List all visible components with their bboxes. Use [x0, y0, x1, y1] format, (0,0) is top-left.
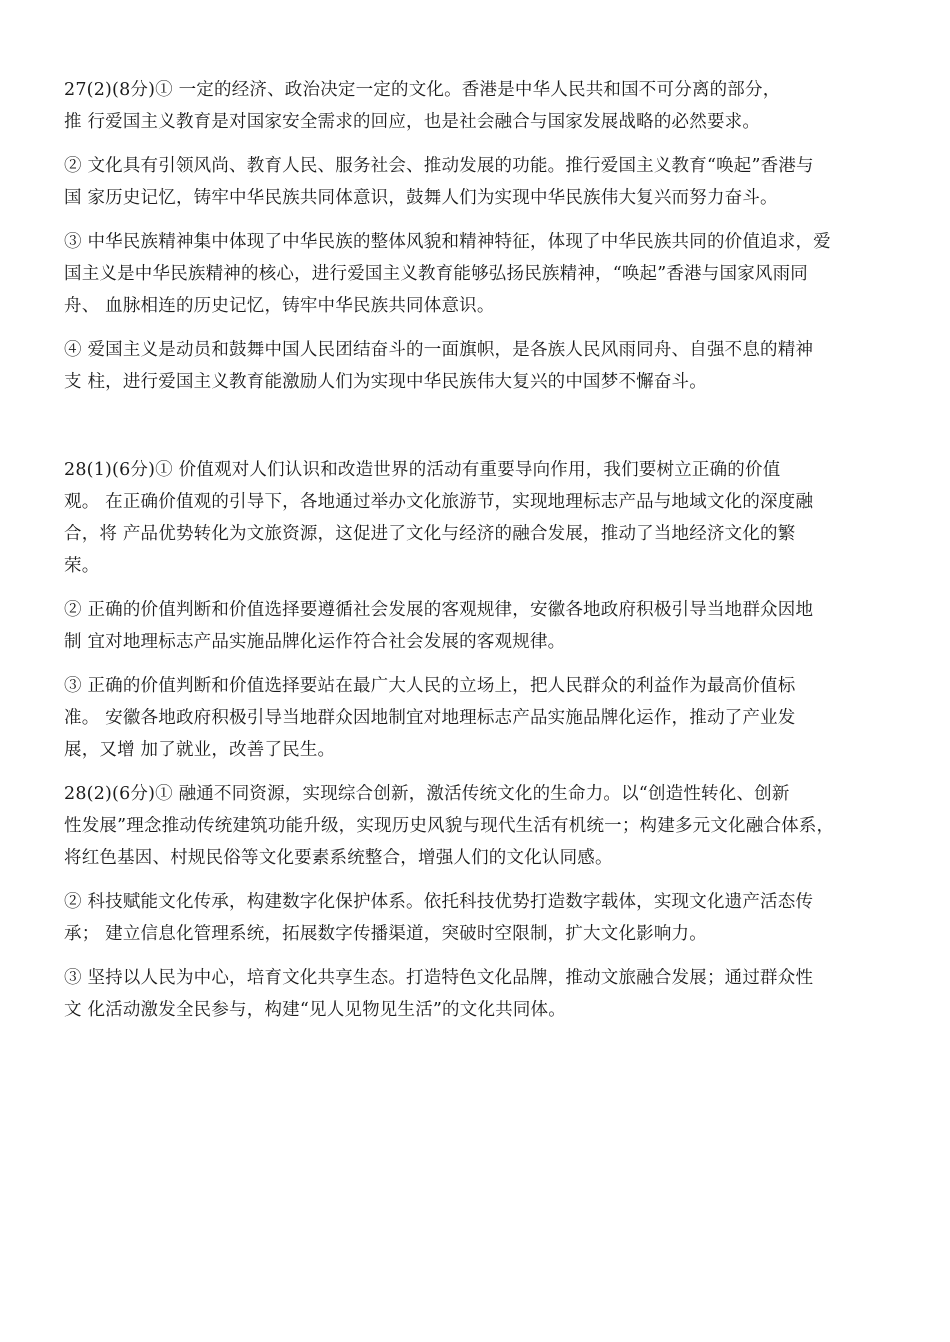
answer-content [64, 74, 894, 1038]
answer-27-2-point-4 [64, 334, 894, 398]
text-line: 27(2)(8分)① 一定的经济、政治决定一定的文化。香港是中华人民共和国不可分离的部分， [64, 80, 781, 100]
answer-27-2-point-3 [64, 226, 894, 322]
text-line: 舟、 血脉相连的历史记忆，铸牢中华民族共同体意识。 [64, 296, 495, 316]
text-line: ④ 爱国主义是动员和鼓舞中国人民团结奋斗的一面旗帜，是各族人民风雨同舟、自强不息的精神 [64, 340, 814, 360]
answer-28-2-point-2 [64, 886, 894, 950]
text-line: 支 柱，进行爱国主义教育能激励人们为实现中华民族伟大复兴的中国梦不懈奋斗。 [64, 372, 707, 392]
text-line: 文 化活动激发全民参与，构建“见人见物见生活”的文化共同体。 [64, 1000, 566, 1020]
text-line: 承； 建立信息化管理系统，拓展数字传播渠道，突破时空限制，扩大文化影响力。 [64, 924, 707, 944]
text-line: 准。 安徽各地政府积极引导当地群众因地制宜对地理标志产品实施品牌化运作，推动了产业发 [64, 708, 796, 728]
answer-28-1-point-3 [64, 670, 894, 766]
text-line: 28(2)(6分)① 融通不同资源，实现综合创新，激活传统文化的生命力。以“创造性转化、创新 [64, 784, 790, 804]
text-line: 合，将 产品优势转化为文旅资源，这促进了文化与经济的融合发展，推动了当地经济文化的繁 [64, 524, 796, 544]
answer-27-2-point-1 [64, 74, 894, 138]
text-line: ③ 正确的价值判断和价值选择要站在最广大人民的立场上，把人民群众的利益作为最高价值标 [64, 676, 796, 696]
text-line: 性发展”理念推动传统建筑功能升级，实现历史风貌与现代生活有机统一；构建多元文化融合体系， [64, 816, 835, 836]
text-line: ③ 坚持以人民为中心，培育文化共享生态。打造特色文化品牌，推动文旅融合发展；通过群众性 [64, 968, 814, 988]
section-gap [64, 410, 894, 454]
text-line: 荣。 [64, 556, 100, 576]
text-line: 观。 在正确价值观的引导下，各地通过举办文化旅游节，实现地理标志产品与地域文化的深度融 [64, 492, 814, 512]
answer-28-2-point-1 [64, 778, 894, 874]
text-line: ③ 中华民族精神集中体现了中华民族的整体风貌和精神特征，体现了中华民族共同的价值追求，爱 [64, 232, 831, 252]
text-line: ② 文化具有引领风尚、教育人民、服务社会、推动发展的功能。推行爱国主义教育“唤起”香港与 [64, 156, 814, 176]
text-line: 展，又增 加了就业，改善了民生。 [64, 740, 336, 760]
text-line: 28(1)(6分)① 价值观对人们认识和改造世界的活动有重要导向作用，我们要树立正确的价值 [64, 460, 781, 480]
text-line: 推 行爱国主义教育是对国家安全需求的回应，也是社会融合与国家发展战略的必然要求。 [64, 112, 761, 132]
text-line: ② 正确的价值判断和价值选择要遵循社会发展的客观规律，安徽各地政府积极引导当地群众因地 [64, 600, 814, 620]
answer-28-1-point-1 [64, 454, 894, 582]
text-line: 国主义是中华民族精神的核心，进行爱国主义教育能够弘扬民族精神，“唤起”香港与国家风雨同 [64, 264, 808, 284]
answer-28-1-point-2 [64, 594, 894, 658]
text-line: ② 科技赋能文化传承，构建数字化保护体系。依托科技优势打造数字载体，实现文化遗产活态传 [64, 892, 814, 912]
text-line: 国 家历史记忆，铸牢中华民族共同体意识，鼓舞人们为实现中华民族伟大复兴而努力奋斗。 [64, 188, 778, 208]
answer-28-2-point-3 [64, 962, 894, 1026]
answer-27-2-point-2 [64, 150, 894, 214]
text-line: 将红色基因、村规民俗等文化要素系统整合，增强人们的文化认同感。 [64, 848, 613, 868]
text-line: 制 宜对地理标志产品实施品牌化运作符合社会发展的客观规律。 [64, 632, 566, 652]
